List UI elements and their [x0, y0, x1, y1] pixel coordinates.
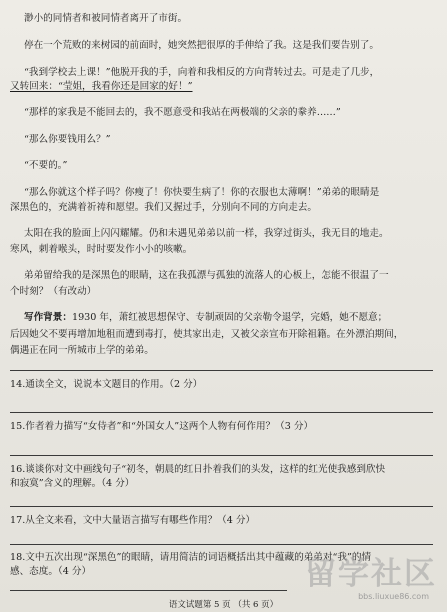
page-footer: 语文试题第 5 页 （共 6 页） [168, 600, 279, 610]
question-16: 16.谈谈你对文中画线句子“初冬，朝晨的红日扑着我们的头发，这样的红光使我感到欣快 [10, 464, 386, 475]
question-15: 15.作者着力描写“女侍者”和“外国女人”这两个人物有何作用？（3 分） [10, 421, 314, 432]
question-17: 17.从全文来看，文中大量语言描写有哪些作用？（4 分） [10, 515, 256, 526]
passage-line: “那样的家我是不能回去的，我不愿意受和我站在两极端的父亲的豢养……” [24, 107, 341, 118]
background-text: 1930 年，萧红被思想保守、专制顽固的父亲勒令退学，完婚，她不愿意； [71, 312, 388, 323]
passage-line: 弟弟留给我的是深黑色的眼睛，这在我孤漂与孤独的流落人的心板上，怎能不很温了一 [24, 270, 389, 281]
passage-line [10, 80, 439, 93]
answer-line[interactable] [10, 506, 433, 507]
passage-line-underlined: 又转回来：“莹姐，我看你还是回家的好！” [10, 81, 193, 92]
answer-line[interactable] [10, 412, 433, 413]
question-16-cont: 和寂寞”含义的理解。（4 分） [10, 478, 135, 489]
passage-line: 停在一个荒败的来树园的前面时，她突然把很厚的手伸给了我。这是我们要告别了。 [24, 40, 379, 51]
passage-line: 太阳在我的脸面上闪闪耀耀。仍和未遇见弟弟以前一样，我穿过街头，我无目的地走。 [24, 228, 389, 239]
answer-line[interactable] [10, 590, 287, 591]
passage-line: 偶遇正在同一所城市上学的弟弟。 [10, 345, 154, 356]
passage-line: 深黑色的，充满着祈祷和愿望。我们又握过手，分别向不同的方向走去。 [10, 202, 317, 213]
passage-line: “我到学校去上课！”他脱开我的手，向着和我相反的方向背转过去。可是走了几步， [24, 67, 380, 78]
passage-line: “不要的。” [24, 160, 68, 171]
question-18: 18.文中五次出现“深黑色”的眼睛，请用简洁的词语概括出其中蕴藏的弟弟对“我”的情 [10, 552, 372, 563]
divider-line [10, 370, 433, 371]
passage-line: 个时刻？（有改动） [10, 286, 97, 297]
background-label: 写作背景： [24, 312, 72, 323]
answer-line[interactable] [10, 544, 433, 545]
background-note [24, 311, 439, 324]
watermark-url: bbs.liuxue86.com [358, 592, 429, 601]
question-18-cont: 感、态度。（4 分） [10, 566, 92, 577]
watermark-logo: 留学社区 [305, 556, 437, 592]
passage-line: 寒风，刺着喉头，时时要发作小小的咳嗽。 [10, 244, 193, 255]
passage-line: 后因她父不要再增加地租而遭到毒打，使其家出走，又被父亲宣布开除祖籍。在外漂泊期间， [10, 329, 404, 340]
question-14: 14.通读全文，说说本文题目的作用。（2 分） [10, 379, 203, 390]
passage-line: “那么你要钱用么？” [24, 134, 111, 145]
answer-line[interactable] [10, 455, 433, 456]
passage-line: “那么你就这个样子吗？你瘦了！你快要生病了！你的衣服也太薄啊！”弟弟的眼睛是 [24, 187, 380, 198]
passage-line: 渺小的同情者和被同情者离开了市街。 [24, 13, 188, 24]
